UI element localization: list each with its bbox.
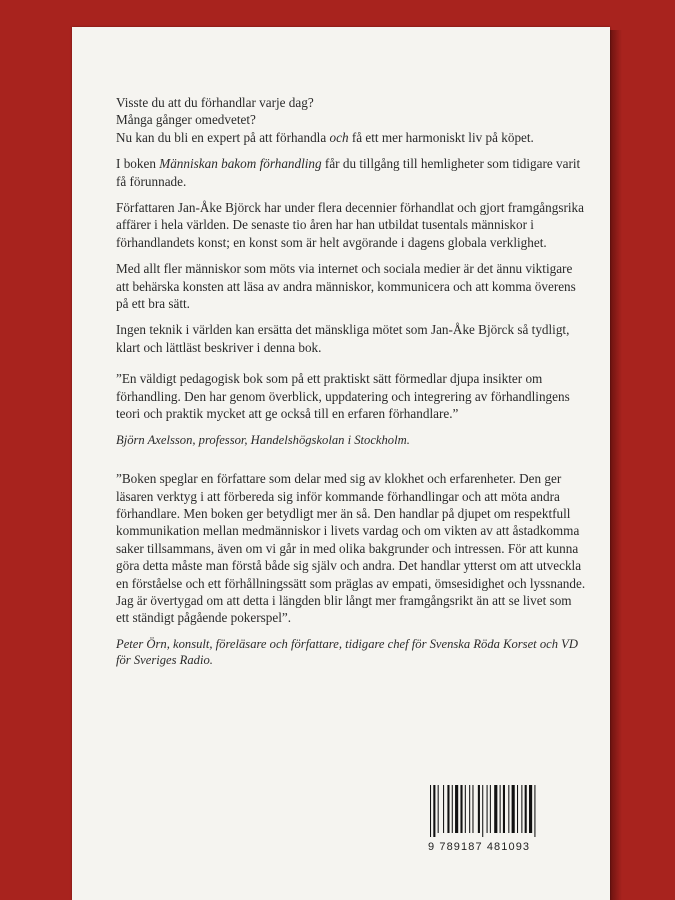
quote-2 xyxy=(116,470,586,669)
intro-line-3-em: och xyxy=(329,129,349,145)
cover-edge-shadow xyxy=(608,30,622,900)
barcode-bar xyxy=(534,785,535,837)
author-paragraph: Författaren Jan-Åke Björck har under flera decennier förhandlat och gjort framgångsrika affärer i hela världen. De senaste tio åren har han utbildat tusentals människor i förhandlandets konst; en konst som är helt avgörande i dagens globala verklighet. xyxy=(116,200,584,250)
barcode-bars xyxy=(428,785,538,837)
barcode-bar xyxy=(508,785,509,833)
barcode-bar xyxy=(460,785,462,833)
quote-1-attribution: Björn Axelsson, professor, Handelshögskolan i Stockholm. xyxy=(116,432,410,447)
book-post: får du tillgång till hemligheter som tidigare varit få förunnade. xyxy=(116,156,581,189)
quote-2-text: ”Boken speglar en författare som delar med sig av klokhet och erfarenheter. Den ger läsaren verktyg i att förbereda sig inför kommande förhandlingar och att möta andra förhandlare. Men boken ger betydligt mer än så. Den handlar på djupet om respektfull kommunikation mellan medmänniskor i livets vardag och om vikten av att åstadkomma saker tillsammans, även om vi går in med olika bakgrunder och intressen. För att kunna göra detta måste man förstå både sig själv och andra. Det handlar ytterst om att utveckla en förståelse och ett förhållningssätt som präglas av empati, ömsesidighet och lyssnande. Jag är övertygad om att detta i längden blir långt mer framgångsrikt än att se livet som ett ständigt pågående pokerspel”. xyxy=(116,471,586,626)
book-back-cover xyxy=(72,27,610,900)
internet-paragraph: Med allt fler människor som möts via internet och sociala medier är det ännu viktigare att behärska konsten att läsa av andra människor, kommunicera och att komma överens på ett bra sätt. xyxy=(116,261,576,312)
barcode-bar xyxy=(478,785,480,833)
barcode-bar xyxy=(512,785,515,833)
technique-paragraph: Ingen teknik i världen kan ersätta det mänskliga mötet som Jan-Åke Björck så tydligt, klart och lättläst beskriver i denna bok. xyxy=(116,322,570,355)
barcode-bar xyxy=(517,785,518,833)
intro-line-2: Många gånger omedvetet? xyxy=(116,112,256,128)
barcode-bar xyxy=(500,785,501,833)
barcode-bar xyxy=(529,785,532,833)
barcode-bar xyxy=(455,785,458,833)
intro-line-3-pre: Nu kan du bli en expert på att förhandla xyxy=(116,129,330,145)
barcode-bar xyxy=(430,785,431,837)
barcode-number: 9 789187 481093 xyxy=(428,841,531,853)
barcode-bar xyxy=(525,785,527,833)
intro-line-3-post: få ett mer harmoniskt liv på köpet. xyxy=(348,129,534,145)
barcode-bar xyxy=(443,785,444,833)
barcode-bar xyxy=(433,785,435,837)
quote-2-attribution: Peter Örn, konsult, föreläsare och författare, tidigare chef för Svenska Röda Korset och VD för Sveriges Radio. xyxy=(116,636,578,668)
barcode-bar xyxy=(494,785,497,833)
barcode-bar xyxy=(503,785,505,833)
quote-1 xyxy=(116,370,586,448)
book-paragraph xyxy=(116,155,586,190)
intro-line-1: Visste du att du förhandlar varje dag? xyxy=(116,95,314,110)
book-pre: I boken xyxy=(116,156,160,172)
barcode-bar xyxy=(482,785,483,837)
blurb-text xyxy=(116,94,586,678)
barcode-bar xyxy=(521,785,522,833)
isbn-barcode xyxy=(428,785,538,855)
barcode-bar xyxy=(487,785,488,833)
barcode-bar xyxy=(438,785,439,833)
barcode-bar xyxy=(490,785,491,833)
barcode-bar xyxy=(469,785,470,833)
barcode-bar xyxy=(465,785,466,833)
book-title: Människan bakom förhandling xyxy=(159,156,322,172)
barcode-bar xyxy=(472,785,473,833)
barcode-bar xyxy=(452,785,453,833)
quote-1-text: ”En väldigt pedagogisk bok som på ett praktiskt sätt förmedlar djupa insikter om förhandling. Den har genom överblick, uppdatering och integrering av förhandlingens teori och praktik mycket att ge också till en erfaren förhandlare.” xyxy=(116,371,570,422)
barcode-bar xyxy=(447,785,449,833)
intro-paragraph xyxy=(116,94,586,146)
